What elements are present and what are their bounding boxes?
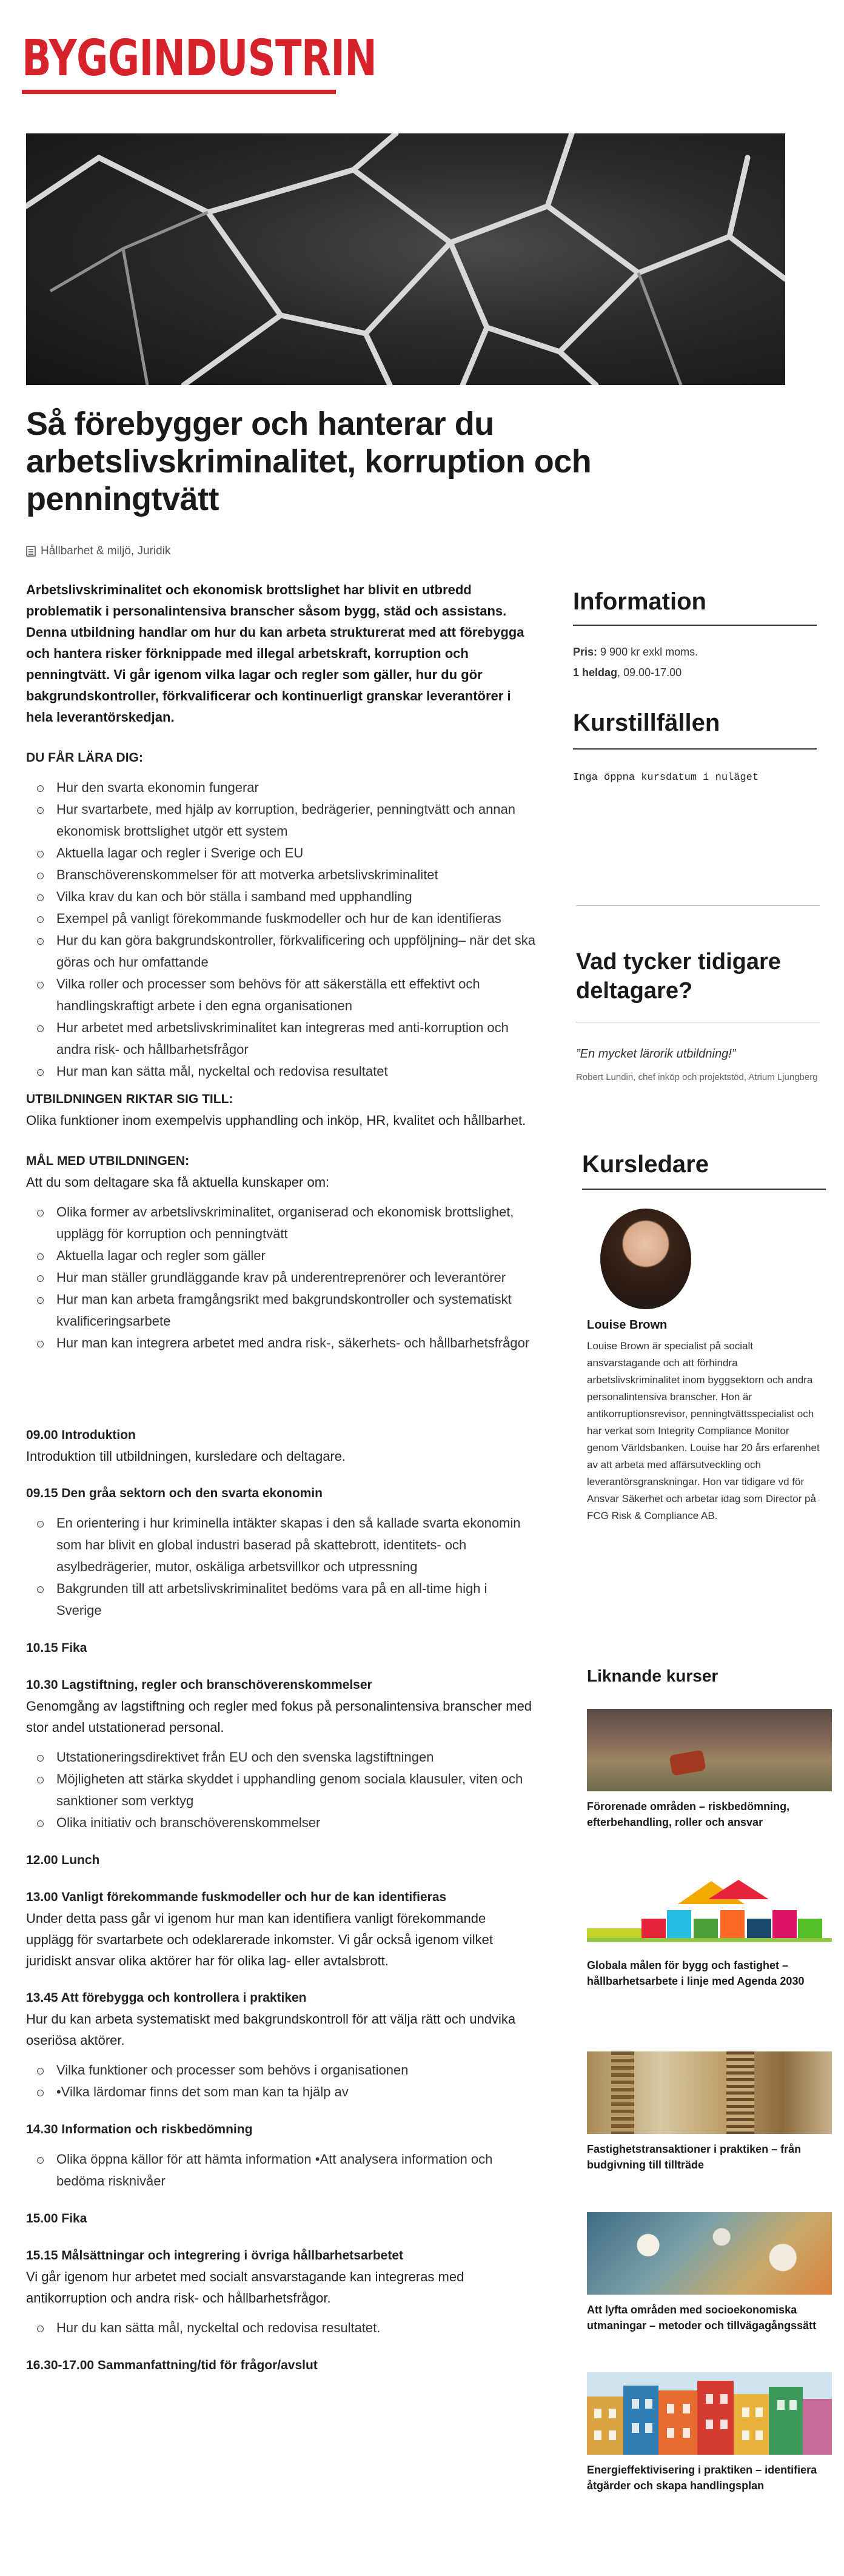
schedule-heading: 15.15 Målsättningar och integrering i övriga hållbarhetsarbetet: [26, 2249, 404, 2262]
divider: [573, 625, 817, 626]
similar-heading: Liknande kurser: [587, 1666, 718, 1685]
leader-name: Louise Brown: [587, 1318, 668, 1332]
duration-label: 1 heldag: [573, 666, 618, 679]
schedule-heading: 12.00 Lunch: [26, 1853, 100, 1867]
occasions-text: Inga öppna kursdatum i nuläget: [573, 772, 759, 783]
category-row: [26, 545, 170, 558]
target-text: Olika funktioner inom exempelvis upphandling och inköp, HR, kvalitet och hållbarhet.: [26, 1113, 526, 1128]
divider: [573, 748, 817, 750]
list-item: Hur man ställer grundläggande krav på underentreprenörer och leverantörer: [26, 1267, 535, 1289]
schedule-heading: 13.00 Vanligt förekommande fuskmodeller och hur de kan identifieras: [26, 1890, 447, 1904]
list-item: Hur du kan göra bakgrundskontroller, förkvalificering och uppföljning– när det ska göras och hur omfattande: [26, 930, 535, 973]
list-item: Möjligheten att stärka skyddet i upphandling genom sociala klausuler, viten och sanktioner som verktyg: [26, 1768, 535, 1812]
testimonial-heading: Vad tycker tidigare deltagare?: [576, 949, 781, 1004]
occasions-heading: Kurstillfällen: [573, 709, 720, 736]
list-item: Hur svartarbete, med hjälp av korruption, bedrägerier, penningtvätt och annan ekonomisk brottslighet utgör ett system: [26, 799, 535, 842]
list-item: Olika former av arbetslivskriminalitet, organiserad och ekonomisk brottslighet, upplägg för korruption och penningtvätt: [26, 1201, 535, 1245]
learn-list: [26, 777, 535, 1082]
course-thumbnail: [587, 2051, 832, 2134]
schedule-list: [26, 2059, 535, 2103]
schedule-list: [26, 2148, 535, 2192]
list-item: Hur du kan sätta mål, nyckeltal och redovisa resultatet.: [26, 2317, 535, 2339]
similar-course-card[interactable]: [587, 2372, 832, 2494]
logo-text: BYGGINDUSTRIN: [22, 30, 377, 87]
article-body: [26, 579, 535, 2376]
schedule-heading: 15.00 Fika: [26, 2212, 87, 2225]
goal-list: [26, 1201, 535, 1354]
testimonial-quote: ”En mycket lärorik utbildning!”: [576, 1047, 736, 1061]
list-item: Branschöverenskommelser för att motverka arbetslivskriminalitet: [26, 864, 535, 886]
course-title[interactable]: Globala målen för bygg och fastighet – hållbarhetsarbete i linje med Agenda 2030: [587, 1959, 805, 1987]
course-title[interactable]: Att lyfta områden med socioekonomiska utmaningar – metoder och tillvägagångssätt: [587, 2304, 817, 2332]
course-thumbnail: [587, 2372, 832, 2455]
leader-heading: Kursledare: [582, 1151, 709, 1178]
agenda-2030-illustration: [587, 1868, 832, 1950]
leader-bio: Louise Brown är specialist på socialt ansvarstagande och att förhindra arbetslivskriminalitet inom byggsektorn och andra personalintensiva branscher. Hon är antikorruptionsrevisor, penningtvättsspecialist och har verkat som Integrity Compliance Monitor genom Världsbanken. Louise har 20 års erfarenhet av att arbeta med affärsutveckling och leverantörsgranskningar. Hon var tidigare vd för Ansvar Säkerhet och arbetar idag som Director på FCG Risk & Compliance AB.: [587, 1340, 820, 1521]
similar-course-card[interactable]: [587, 2212, 832, 2333]
logo-underline: [22, 90, 336, 94]
list-item: Exempel på vanligt förekommande fuskmodeller och hur de kan identifieras: [26, 908, 535, 930]
colorful-houses-illustration: [587, 2372, 832, 2455]
schedule-heading: 13.45 Att förebygga och kontrollera i praktiken: [26, 1991, 307, 2005]
schedule-list: [26, 2317, 535, 2339]
price-label: Pris:: [573, 646, 598, 658]
hero-image: [26, 133, 785, 385]
goal-text: Att du som deltagare ska få aktuella kunskaper om:: [26, 1175, 330, 1190]
list-item: Aktuella lagar och regler som gäller: [26, 1245, 535, 1267]
similar-course-card[interactable]: [587, 2051, 832, 2173]
duration-value: , 09.00-17.00: [617, 666, 682, 679]
course-thumbnail: [587, 1709, 832, 1791]
site-logo[interactable]: [22, 30, 377, 87]
schedule-heading: 09.15 Den gråa sektorn och den svarta ekonomin: [26, 1486, 323, 1500]
schedule-heading: 10.15 Fika: [26, 1641, 87, 1655]
list-item: •Vilka lärdomar finns det som man kan ta hjälp av: [26, 2081, 535, 2103]
categories-link[interactable]: Hållbarhet & miljö, Juridik: [41, 545, 171, 557]
schedule-list: [26, 1512, 535, 1622]
list-item: Hur man kan arbeta framgångsrikt med bakgrundskontroller och systematiskt kvalificeringsarbete: [26, 1289, 535, 1332]
steel-frame-illustration: [26, 133, 785, 385]
goal-heading: MÅL MED UTBILDNINGEN:: [26, 1154, 190, 1168]
list-item: Bakgrunden till att arbetslivskriminalitet bedöms vara på en all-time high i Sverige: [26, 1578, 535, 1622]
price-row: [573, 643, 828, 661]
schedule-heading: 16.30-17.00 Sammanfattning/tid för frågor/avslut: [26, 2358, 318, 2372]
list-item: Vilka roller och processer som behövs för att säkerställa ett effektivt och handlingskraftigt arbete i den egna organisationen: [26, 973, 535, 1017]
similar-course-card[interactable]: [587, 1868, 832, 1989]
list-item: Hur arbetet med arbetslivskriminalitet kan integreras med anti-korruption och andra risk- och hållbarhetsfrågor: [26, 1017, 535, 1061]
document-icon: [26, 546, 36, 557]
list-item: Olika initiativ och branschöverenskommelser: [26, 1812, 535, 1834]
course-title[interactable]: Fastighetstransaktioner i praktiken – från budgivning till tillträde: [587, 2143, 802, 2171]
intro-text: Arbetslivskriminalitet och ekonomisk brottslighet har blivit en utbredd problematik i personalintensiva branscher såsom bygg, städ och assistans. Denna utbildning handlar om hur du kan arbeta strukturerat med att förebygga och hantera risker förknippade med illegal arbetskraft, korruption och penningtvätt. Vi går igenom vilka lagar och regler som gäller, hur du gör bakgrundskontroller, förkvalificerar och kontinuerligt granskar leverantörer i hela leverantörskedjan.: [26, 582, 524, 725]
list-item: Utstationeringsdirektivet från EU och den svenska lagstiftningen: [26, 1746, 535, 1768]
list-item: Hur man kan sätta mål, nyckeltal och redovisa resultatet: [26, 1061, 535, 1082]
schedule-heading: 14.30 Information och riskbedömning: [26, 2122, 253, 2136]
list-item: Hur man kan integrera arbetet med andra risk-, säkerhets- och hållbarhetsfrågor: [26, 1332, 535, 1354]
schedule-text: Under detta pass går vi igenom hur man kan identifiera vanligt förekommande upplägg för svartarbete och odeklarerade inkomster. Vi går också igenom vilket juridiskt ansvar olika aktörer har för olika lag- eller avtalsbrott.: [26, 1911, 494, 1968]
schedule-heading: 10.30 Lagstiftning, regler och branschöverenskommelser: [26, 1678, 372, 1692]
info-heading: Information: [573, 588, 706, 615]
divider: [576, 905, 820, 906]
price-value: 9 900 kr exkl moms.: [597, 646, 698, 658]
list-item: Vilka funktioner och processer som behövs i organisationen: [26, 2059, 535, 2081]
list-item: Olika öppna källor för att hämta information •Att analysera information och bedöma risknivåer: [26, 2148, 535, 2192]
list-item: Hur den svarta ekonomin fungerar: [26, 777, 535, 799]
schedule-heading: 09.00 Introduktion: [26, 1428, 136, 1442]
schedule-text: Genomgång av lagstiftning och regler med fokus på personalintensiva branscher med stor andel utstationerad personal.: [26, 1699, 532, 1735]
testimonial-author: Robert Lundin, chef inköp och projektstöd, Atrium Ljungberg: [576, 1072, 818, 1082]
course-thumbnail: [587, 1868, 832, 1950]
schedule-list: [26, 1746, 535, 1834]
divider: [582, 1189, 826, 1190]
avatar: [600, 1209, 691, 1309]
list-item: Aktuella lagar och regler i Sverige och EU: [26, 842, 535, 864]
similar-course-card[interactable]: [587, 1709, 832, 1830]
page-title: Så förebygger och hanterar du arbetslivskriminalitet, korruption och penningtvätt: [26, 406, 592, 517]
course-title[interactable]: Energieffektivisering i praktiken – identifiera åtgärder och skapa handlingsplan: [587, 2464, 817, 2492]
list-item: Vilka krav du kan och bör ställa i samband med upphandling: [26, 886, 535, 908]
schedule-text: Introduktion till utbildningen, kursledare och deltagare.: [26, 1449, 346, 1464]
course-title[interactable]: Förorenade områden – riskbedömning, efterbehandling, roller och ansvar: [587, 1800, 790, 1828]
schedule-text: Vi går igenom hur arbetet med socialt ansvarstagande kan integreras med antikorruption och andra risk- och hållbarhetsfrågor.: [26, 2269, 464, 2306]
target-heading: UTBILDNINGEN RIKTAR SIG TILL:: [26, 1092, 233, 1106]
list-item: En orientering i hur kriminella intäkter skapas i den så kallade svarta ekonomin som har blivit en global industri baserad på skattebrott, identitets- och asylbedrägerier, mutor, oskäliga arbetsvillkor och utpressning: [26, 1512, 535, 1578]
course-thumbnail: [587, 2212, 832, 2295]
duration-row: [573, 663, 828, 682]
schedule-text: Hur du kan arbeta systematiskt med bakgrundskontroll för att välja rätt och undvika oseriösa aktörer.: [26, 2011, 516, 2048]
learn-heading: DU FÅR LÄRA DIG:: [26, 751, 143, 765]
